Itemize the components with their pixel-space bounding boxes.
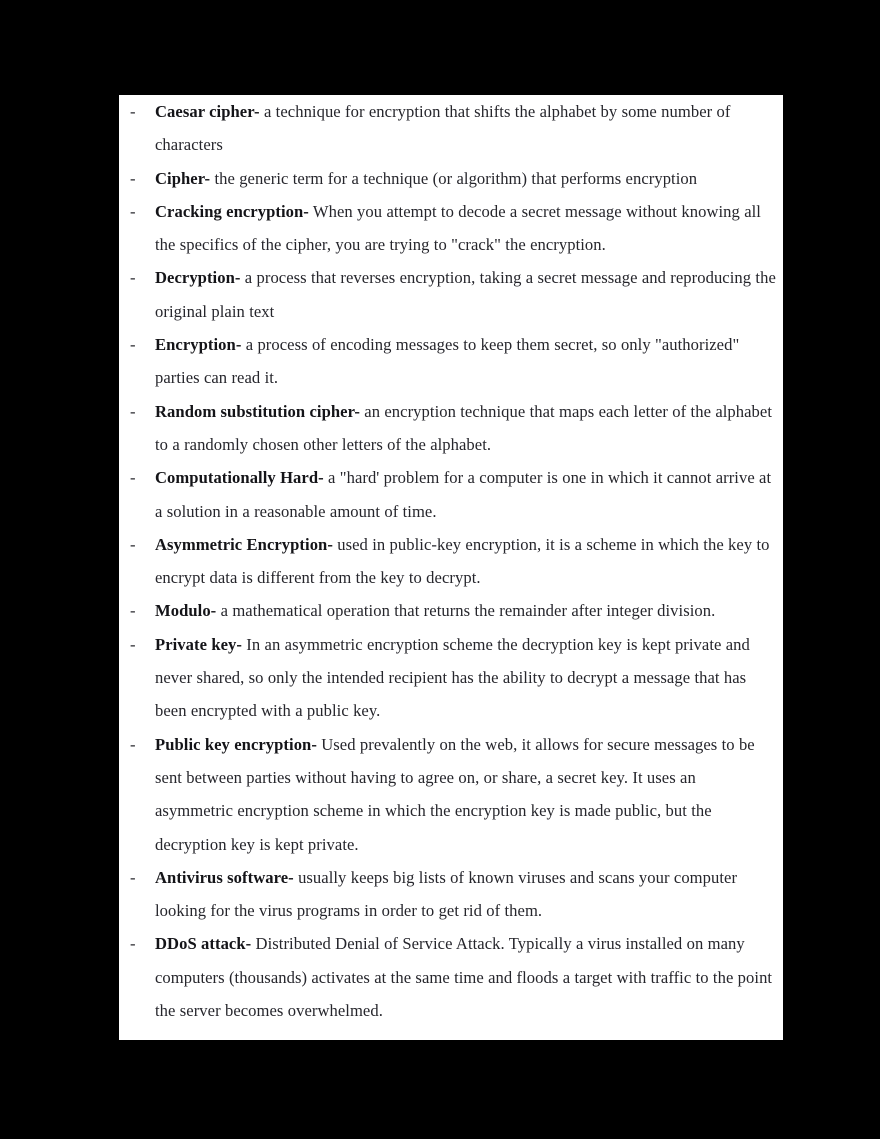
glossary-definition: When you attempt to decode a secret message without knowing all the specifics of the cipher, you are trying to "crack" the encryption. bbox=[155, 201, 761, 255]
glossary-entry bbox=[119, 927, 783, 1027]
list-bullet-dash: - bbox=[130, 734, 136, 754]
glossary-definition: usually keeps big lists of known viruses and scans your computer looking for the virus programs in order to get rid of them. bbox=[155, 867, 738, 921]
glossary-entry bbox=[119, 162, 783, 195]
glossary-definition: an encryption technique that maps each letter of the alphabet to a randomly chosen other letters of the alphabet. bbox=[155, 401, 773, 454]
glossary-term: Asymmetric Encryption- bbox=[155, 534, 333, 554]
glossary-definition: In an asymmetric encryption scheme the decryption key is kept private and never shared, so only the intended recipient has the ability to decrypt a message that has been encrypted with a public key. bbox=[155, 634, 750, 721]
glossary-entry bbox=[119, 628, 783, 728]
glossary-definition: a "hard' problem for a computer is one in which it cannot arrive at a solution in a reasonable amount of time. bbox=[155, 468, 772, 521]
glossary-entry bbox=[119, 461, 783, 528]
glossary-term: Modulo- bbox=[155, 601, 217, 621]
document-page bbox=[119, 95, 783, 1040]
glossary-term: Random substitution cipher- bbox=[155, 401, 360, 421]
list-bullet-dash: - bbox=[130, 401, 136, 421]
glossary-definition: used in public-key encryption, it is a scheme in which the key to encrypt data is different from the key to decrypt. bbox=[155, 534, 770, 588]
list-bullet-dash: - bbox=[130, 601, 136, 621]
list-bullet-dash: - bbox=[130, 867, 136, 887]
glossary-definition: the generic term for a technique (or algorithm) that performs encryption bbox=[214, 168, 698, 188]
glossary-definition: a process that reverses encryption, taking a secret message and reproducing the original plain text bbox=[155, 268, 776, 321]
glossary-entry bbox=[119, 328, 783, 395]
glossary-term: Decryption- bbox=[155, 268, 241, 288]
glossary-entry bbox=[119, 594, 783, 627]
glossary-term: DDoS attack- bbox=[155, 934, 252, 954]
glossary-entry bbox=[119, 395, 783, 462]
glossary-entry bbox=[119, 261, 783, 328]
glossary-definition: a mathematical operation that returns the remainder after integer division. bbox=[220, 601, 716, 621]
glossary-definition: a process of encoding messages to keep them secret, so only "authorized" parties can read it. bbox=[155, 335, 740, 388]
list-bullet-dash: - bbox=[130, 268, 136, 288]
list-bullet-dash: - bbox=[130, 102, 136, 121]
list-bullet-dash: - bbox=[130, 201, 136, 221]
glossary-entry bbox=[119, 728, 783, 861]
glossary-entry bbox=[119, 528, 783, 595]
glossary-entry bbox=[119, 861, 783, 928]
glossary-entry bbox=[119, 195, 783, 262]
glossary-definition: a technique for encryption that shifts the alphabet by some number of characters bbox=[155, 102, 731, 155]
list-bullet-dash: - bbox=[130, 168, 136, 188]
list-bullet-dash: - bbox=[130, 534, 136, 554]
glossary-term: Caesar cipher- bbox=[155, 102, 260, 121]
glossary-term: Encryption- bbox=[155, 335, 242, 355]
glossary-definition: Distributed Denial of Service Attack. Typically a virus installed on many computers (thousands) activates at the same time and floods a target with traffic to the point the server becomes overwhelmed. bbox=[155, 934, 773, 1021]
glossary-term: Cracking encryption- bbox=[155, 201, 309, 221]
glossary-list bbox=[119, 95, 783, 1027]
list-bullet-dash: - bbox=[130, 335, 136, 355]
glossary-entry bbox=[119, 95, 783, 162]
glossary-term: Private key- bbox=[155, 634, 242, 654]
list-bullet-dash: - bbox=[130, 468, 136, 488]
glossary-term: Computationally Hard- bbox=[155, 468, 324, 488]
list-bullet-dash: - bbox=[130, 634, 136, 654]
glossary-term: Cipher- bbox=[155, 168, 211, 188]
glossary-definition: Used prevalently on the web, it allows for secure messages to be sent between parties without having to agree on, or share, a secret key. It uses an asymmetric encryption scheme in which the encryption key is made public, but the decryption key is kept private. bbox=[155, 734, 755, 854]
list-bullet-dash: - bbox=[130, 934, 136, 954]
glossary-term: Antivirus software- bbox=[155, 867, 294, 887]
glossary-term: Public key encryption- bbox=[155, 734, 317, 754]
